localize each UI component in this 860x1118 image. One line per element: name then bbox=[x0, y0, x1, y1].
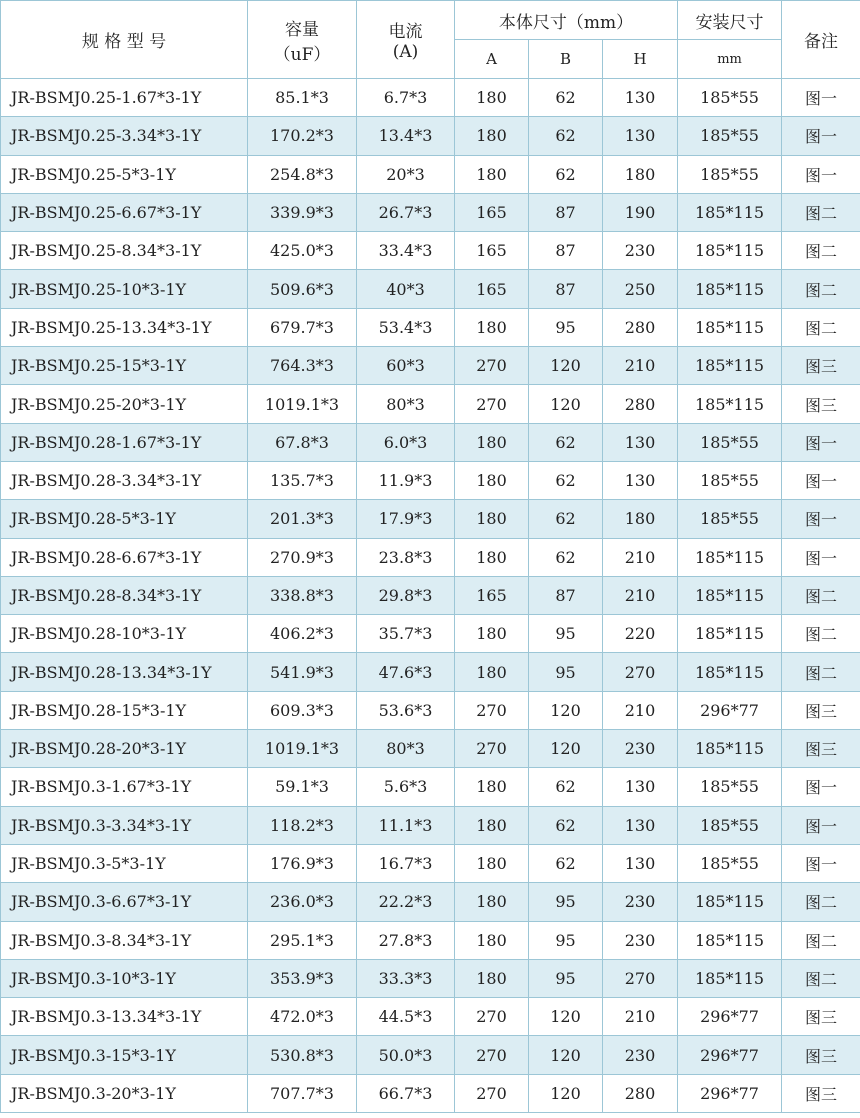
cell-b: 62 bbox=[529, 844, 603, 882]
cell-current: 53.6*3 bbox=[357, 691, 455, 729]
cell-note: 图三 bbox=[782, 691, 860, 729]
cell-current: 44.5*3 bbox=[357, 998, 455, 1036]
cell-install-size: 185*115 bbox=[678, 270, 782, 308]
cell-model: JR-BSMJ0.28-3.34*3-1Y bbox=[1, 461, 248, 499]
cell-b: 62 bbox=[529, 538, 603, 576]
cell-a: 180 bbox=[455, 921, 529, 959]
cell-a: 270 bbox=[455, 385, 529, 423]
table-row bbox=[1, 538, 860, 576]
table-row bbox=[1, 921, 860, 959]
cell-capacity: 135.7*3 bbox=[248, 461, 357, 499]
cell-model: JR-BSMJ0.3-20*3-1Y bbox=[1, 1074, 248, 1112]
cell-model: JR-BSMJ0.28-20*3-1Y bbox=[1, 730, 248, 768]
cell-h: 130 bbox=[603, 117, 678, 155]
cell-h: 230 bbox=[603, 921, 678, 959]
cell-note: 图二 bbox=[782, 270, 860, 308]
cell-b: 62 bbox=[529, 461, 603, 499]
cell-b: 120 bbox=[529, 691, 603, 729]
cell-b: 87 bbox=[529, 193, 603, 231]
cell-note: 图一 bbox=[782, 461, 860, 499]
table-row bbox=[1, 270, 860, 308]
cell-model: JR-BSMJ0.25-20*3-1Y bbox=[1, 385, 248, 423]
cell-a: 180 bbox=[455, 615, 529, 653]
cell-h: 270 bbox=[603, 959, 678, 997]
table-row bbox=[1, 79, 860, 117]
header-col-b: B bbox=[529, 40, 603, 79]
cell-note: 图一 bbox=[782, 79, 860, 117]
cell-b: 95 bbox=[529, 959, 603, 997]
header-body-size: 本体尺寸（mm） bbox=[455, 1, 678, 40]
cell-capacity: 541.9*3 bbox=[248, 653, 357, 691]
cell-model: JR-BSMJ0.3-13.34*3-1Y bbox=[1, 998, 248, 1036]
cell-note: 图二 bbox=[782, 576, 860, 614]
cell-a: 180 bbox=[455, 653, 529, 691]
table-row bbox=[1, 308, 860, 346]
cell-current: 11.9*3 bbox=[357, 461, 455, 499]
header-col-h: H bbox=[603, 40, 678, 79]
cell-current: 16.7*3 bbox=[357, 844, 455, 882]
cell-a: 270 bbox=[455, 730, 529, 768]
cell-install-size: 185*55 bbox=[678, 79, 782, 117]
table-row bbox=[1, 385, 860, 423]
header-model: 规 格 型 号 bbox=[1, 1, 248, 79]
table-row bbox=[1, 806, 860, 844]
cell-current: 13.4*3 bbox=[357, 117, 455, 155]
cell-model: JR-BSMJ0.25-3.34*3-1Y bbox=[1, 117, 248, 155]
cell-capacity: 353.9*3 bbox=[248, 959, 357, 997]
cell-h: 230 bbox=[603, 883, 678, 921]
table-row bbox=[1, 730, 860, 768]
cell-install-size: 185*115 bbox=[678, 959, 782, 997]
cell-a: 180 bbox=[455, 883, 529, 921]
table-row bbox=[1, 500, 860, 538]
cell-model: JR-BSMJ0.28-5*3-1Y bbox=[1, 500, 248, 538]
cell-install-size: 185*115 bbox=[678, 232, 782, 270]
table-row bbox=[1, 1074, 860, 1112]
cell-current: 53.4*3 bbox=[357, 308, 455, 346]
cell-b: 62 bbox=[529, 806, 603, 844]
table-row bbox=[1, 615, 860, 653]
cell-a: 165 bbox=[455, 193, 529, 231]
table-row bbox=[1, 998, 860, 1036]
cell-note: 图一 bbox=[782, 155, 860, 193]
cell-note: 图二 bbox=[782, 232, 860, 270]
cell-model: JR-BSMJ0.25-10*3-1Y bbox=[1, 270, 248, 308]
cell-install-size: 185*115 bbox=[678, 576, 782, 614]
cell-note: 图二 bbox=[782, 308, 860, 346]
cell-install-size: 185*55 bbox=[678, 117, 782, 155]
cell-install-size: 185*115 bbox=[678, 193, 782, 231]
cell-install-size: 185*115 bbox=[678, 308, 782, 346]
cell-b: 120 bbox=[529, 385, 603, 423]
cell-current: 50.0*3 bbox=[357, 1036, 455, 1074]
cell-capacity: 254.8*3 bbox=[248, 155, 357, 193]
cell-h: 220 bbox=[603, 615, 678, 653]
cell-note: 图三 bbox=[782, 385, 860, 423]
cell-b: 120 bbox=[529, 347, 603, 385]
cell-model: JR-BSMJ0.28-8.34*3-1Y bbox=[1, 576, 248, 614]
cell-b: 62 bbox=[529, 500, 603, 538]
cell-h: 210 bbox=[603, 576, 678, 614]
cell-capacity: 338.8*3 bbox=[248, 576, 357, 614]
cell-capacity: 201.3*3 bbox=[248, 500, 357, 538]
cell-note: 图三 bbox=[782, 1074, 860, 1112]
header-capacity-label: 容量 bbox=[285, 19, 319, 40]
cell-b: 87 bbox=[529, 270, 603, 308]
cell-install-size: 185*115 bbox=[678, 538, 782, 576]
cell-install-size: 185*115 bbox=[678, 921, 782, 959]
cell-install-size: 185*55 bbox=[678, 461, 782, 499]
cell-b: 120 bbox=[529, 1074, 603, 1112]
cell-current: 26.7*3 bbox=[357, 193, 455, 231]
cell-a: 270 bbox=[455, 347, 529, 385]
cell-h: 130 bbox=[603, 844, 678, 882]
header-col-a: A bbox=[455, 40, 529, 79]
table-row bbox=[1, 155, 860, 193]
cell-note: 图二 bbox=[782, 653, 860, 691]
header-capacity-unit: （uF） bbox=[273, 44, 331, 65]
cell-note: 图一 bbox=[782, 423, 860, 461]
cell-install-size: 185*115 bbox=[678, 385, 782, 423]
header-capacity bbox=[248, 1, 357, 79]
cell-current: 66.7*3 bbox=[357, 1074, 455, 1112]
cell-current: 80*3 bbox=[357, 385, 455, 423]
cell-capacity: 270.9*3 bbox=[248, 538, 357, 576]
cell-capacity: 509.6*3 bbox=[248, 270, 357, 308]
cell-current: 80*3 bbox=[357, 730, 455, 768]
cell-current: 27.8*3 bbox=[357, 921, 455, 959]
cell-install-size: 185*55 bbox=[678, 155, 782, 193]
cell-h: 270 bbox=[603, 653, 678, 691]
cell-a: 270 bbox=[455, 998, 529, 1036]
table-row bbox=[1, 576, 860, 614]
cell-current: 17.9*3 bbox=[357, 500, 455, 538]
cell-install-size: 185*55 bbox=[678, 768, 782, 806]
cell-b: 62 bbox=[529, 768, 603, 806]
cell-capacity: 679.7*3 bbox=[248, 308, 357, 346]
cell-current: 20*3 bbox=[357, 155, 455, 193]
cell-note: 图一 bbox=[782, 806, 860, 844]
cell-h: 190 bbox=[603, 193, 678, 231]
cell-model: JR-BSMJ0.3-6.67*3-1Y bbox=[1, 883, 248, 921]
cell-b: 62 bbox=[529, 79, 603, 117]
cell-h: 280 bbox=[603, 1074, 678, 1112]
cell-current: 5.6*3 bbox=[357, 768, 455, 806]
cell-b: 120 bbox=[529, 1036, 603, 1074]
cell-note: 图二 bbox=[782, 615, 860, 653]
cell-a: 270 bbox=[455, 1036, 529, 1074]
cell-note: 图一 bbox=[782, 117, 860, 155]
table-row bbox=[1, 768, 860, 806]
cell-capacity: 67.8*3 bbox=[248, 423, 357, 461]
cell-install-size: 296*77 bbox=[678, 998, 782, 1036]
cell-install-size: 185*115 bbox=[678, 730, 782, 768]
cell-capacity: 1019.1*3 bbox=[248, 385, 357, 423]
table-row bbox=[1, 959, 860, 997]
cell-model: JR-BSMJ0.3-1.67*3-1Y bbox=[1, 768, 248, 806]
cell-current: 40*3 bbox=[357, 270, 455, 308]
cell-b: 95 bbox=[529, 615, 603, 653]
header-current bbox=[357, 1, 455, 79]
cell-a: 180 bbox=[455, 806, 529, 844]
cell-current: 11.1*3 bbox=[357, 806, 455, 844]
cell-a: 180 bbox=[455, 308, 529, 346]
cell-model: JR-BSMJ0.25-8.34*3-1Y bbox=[1, 232, 248, 270]
cell-capacity: 339.9*3 bbox=[248, 193, 357, 231]
cell-h: 130 bbox=[603, 806, 678, 844]
header-install-size: 安装尺寸 bbox=[678, 1, 782, 40]
cell-a: 165 bbox=[455, 270, 529, 308]
cell-capacity: 707.7*3 bbox=[248, 1074, 357, 1112]
cell-note: 图二 bbox=[782, 921, 860, 959]
cell-note: 图三 bbox=[782, 347, 860, 385]
cell-install-size: 185*55 bbox=[678, 423, 782, 461]
table-header bbox=[1, 1, 860, 79]
cell-b: 62 bbox=[529, 117, 603, 155]
table-row bbox=[1, 193, 860, 231]
cell-h: 280 bbox=[603, 385, 678, 423]
cell-b: 87 bbox=[529, 576, 603, 614]
cell-capacity: 406.2*3 bbox=[248, 615, 357, 653]
cell-a: 180 bbox=[455, 461, 529, 499]
cell-a: 180 bbox=[455, 959, 529, 997]
table-row bbox=[1, 883, 860, 921]
cell-note: 图二 bbox=[782, 883, 860, 921]
cell-model: JR-BSMJ0.25-5*3-1Y bbox=[1, 155, 248, 193]
cell-b: 95 bbox=[529, 883, 603, 921]
cell-install-size: 185*55 bbox=[678, 844, 782, 882]
cell-b: 120 bbox=[529, 998, 603, 1036]
header-current-label: 电流 bbox=[388, 22, 423, 42]
cell-note: 图三 bbox=[782, 1036, 860, 1074]
cell-current: 47.6*3 bbox=[357, 653, 455, 691]
table-row bbox=[1, 117, 860, 155]
table-row bbox=[1, 347, 860, 385]
cell-capacity: 85.1*3 bbox=[248, 79, 357, 117]
cell-current: 35.7*3 bbox=[357, 615, 455, 653]
cell-model: JR-BSMJ0.3-10*3-1Y bbox=[1, 959, 248, 997]
cell-a: 180 bbox=[455, 155, 529, 193]
cell-b: 62 bbox=[529, 155, 603, 193]
cell-note: 图一 bbox=[782, 538, 860, 576]
cell-b: 62 bbox=[529, 423, 603, 461]
cell-current: 60*3 bbox=[357, 347, 455, 385]
cell-note: 图一 bbox=[782, 768, 860, 806]
cell-install-size: 185*115 bbox=[678, 347, 782, 385]
cell-capacity: 472.0*3 bbox=[248, 998, 357, 1036]
cell-note: 图一 bbox=[782, 500, 860, 538]
cell-capacity: 118.2*3 bbox=[248, 806, 357, 844]
cell-h: 130 bbox=[603, 768, 678, 806]
cell-h: 180 bbox=[603, 500, 678, 538]
cell-model: JR-BSMJ0.25-6.67*3-1Y bbox=[1, 193, 248, 231]
table-row bbox=[1, 423, 860, 461]
table-row bbox=[1, 653, 860, 691]
cell-b: 95 bbox=[529, 921, 603, 959]
cell-h: 210 bbox=[603, 691, 678, 729]
cell-a: 180 bbox=[455, 768, 529, 806]
cell-model: JR-BSMJ0.28-1.67*3-1Y bbox=[1, 423, 248, 461]
cell-b: 120 bbox=[529, 730, 603, 768]
cell-b: 95 bbox=[529, 653, 603, 691]
header-note: 备注 bbox=[782, 1, 860, 79]
table-row bbox=[1, 691, 860, 729]
cell-install-size: 185*115 bbox=[678, 653, 782, 691]
cell-model: JR-BSMJ0.25-1.67*3-1Y bbox=[1, 79, 248, 117]
cell-a: 165 bbox=[455, 576, 529, 614]
cell-current: 6.7*3 bbox=[357, 79, 455, 117]
cell-note: 图二 bbox=[782, 193, 860, 231]
cell-capacity: 764.3*3 bbox=[248, 347, 357, 385]
cell-install-size: 296*77 bbox=[678, 1074, 782, 1112]
cell-install-size: 185*55 bbox=[678, 806, 782, 844]
cell-a: 270 bbox=[455, 1074, 529, 1112]
table-body bbox=[1, 79, 860, 1113]
cell-h: 250 bbox=[603, 270, 678, 308]
cell-current: 23.8*3 bbox=[357, 538, 455, 576]
cell-h: 230 bbox=[603, 1036, 678, 1074]
cell-current: 33.4*3 bbox=[357, 232, 455, 270]
cell-current: 29.8*3 bbox=[357, 576, 455, 614]
cell-a: 180 bbox=[455, 423, 529, 461]
cell-a: 270 bbox=[455, 691, 529, 729]
cell-model: JR-BSMJ0.28-15*3-1Y bbox=[1, 691, 248, 729]
cell-h: 210 bbox=[603, 347, 678, 385]
cell-install-size: 185*115 bbox=[678, 615, 782, 653]
cell-capacity: 609.3*3 bbox=[248, 691, 357, 729]
cell-note: 图三 bbox=[782, 730, 860, 768]
cell-a: 180 bbox=[455, 117, 529, 155]
cell-h: 210 bbox=[603, 538, 678, 576]
header-current-unit: (A) bbox=[392, 42, 419, 62]
cell-model: JR-BSMJ0.3-8.34*3-1Y bbox=[1, 921, 248, 959]
cell-b: 87 bbox=[529, 232, 603, 270]
cell-h: 130 bbox=[603, 79, 678, 117]
cell-capacity: 295.1*3 bbox=[248, 921, 357, 959]
cell-a: 165 bbox=[455, 232, 529, 270]
cell-current: 22.2*3 bbox=[357, 883, 455, 921]
cell-capacity: 425.0*3 bbox=[248, 232, 357, 270]
cell-model: JR-BSMJ0.3-5*3-1Y bbox=[1, 844, 248, 882]
table-row bbox=[1, 1036, 860, 1074]
cell-h: 130 bbox=[603, 423, 678, 461]
cell-a: 180 bbox=[455, 844, 529, 882]
cell-install-size: 296*77 bbox=[678, 1036, 782, 1074]
cell-capacity: 59.1*3 bbox=[248, 768, 357, 806]
cell-note: 图二 bbox=[782, 959, 860, 997]
cell-capacity: 530.8*3 bbox=[248, 1036, 357, 1074]
cell-h: 210 bbox=[603, 998, 678, 1036]
cell-h: 230 bbox=[603, 232, 678, 270]
cell-a: 180 bbox=[455, 500, 529, 538]
cell-model: JR-BSMJ0.25-15*3-1Y bbox=[1, 347, 248, 385]
cell-install-size: 185*115 bbox=[678, 883, 782, 921]
cell-model: JR-BSMJ0.28-10*3-1Y bbox=[1, 615, 248, 653]
cell-note: 图一 bbox=[782, 844, 860, 882]
cell-model: JR-BSMJ0.28-6.67*3-1Y bbox=[1, 538, 248, 576]
cell-a: 180 bbox=[455, 538, 529, 576]
cell-capacity: 176.9*3 bbox=[248, 844, 357, 882]
header-install-unit: mm bbox=[678, 40, 782, 79]
table-row bbox=[1, 461, 860, 499]
cell-model: JR-BSMJ0.3-15*3-1Y bbox=[1, 1036, 248, 1074]
cell-model: JR-BSMJ0.28-13.34*3-1Y bbox=[1, 653, 248, 691]
cell-current: 33.3*3 bbox=[357, 959, 455, 997]
cell-current: 6.0*3 bbox=[357, 423, 455, 461]
cell-h: 230 bbox=[603, 730, 678, 768]
cell-a: 180 bbox=[455, 79, 529, 117]
cell-note: 图三 bbox=[782, 998, 860, 1036]
cell-capacity: 170.2*3 bbox=[248, 117, 357, 155]
table-row bbox=[1, 232, 860, 270]
cell-h: 180 bbox=[603, 155, 678, 193]
cell-capacity: 236.0*3 bbox=[248, 883, 357, 921]
cell-model: JR-BSMJ0.25-13.34*3-1Y bbox=[1, 308, 248, 346]
cell-capacity: 1019.1*3 bbox=[248, 730, 357, 768]
table-row bbox=[1, 844, 860, 882]
cell-h: 280 bbox=[603, 308, 678, 346]
cell-install-size: 296*77 bbox=[678, 691, 782, 729]
cell-h: 130 bbox=[603, 461, 678, 499]
cell-model: JR-BSMJ0.3-3.34*3-1Y bbox=[1, 806, 248, 844]
cell-install-size: 185*55 bbox=[678, 500, 782, 538]
cell-b: 95 bbox=[529, 308, 603, 346]
